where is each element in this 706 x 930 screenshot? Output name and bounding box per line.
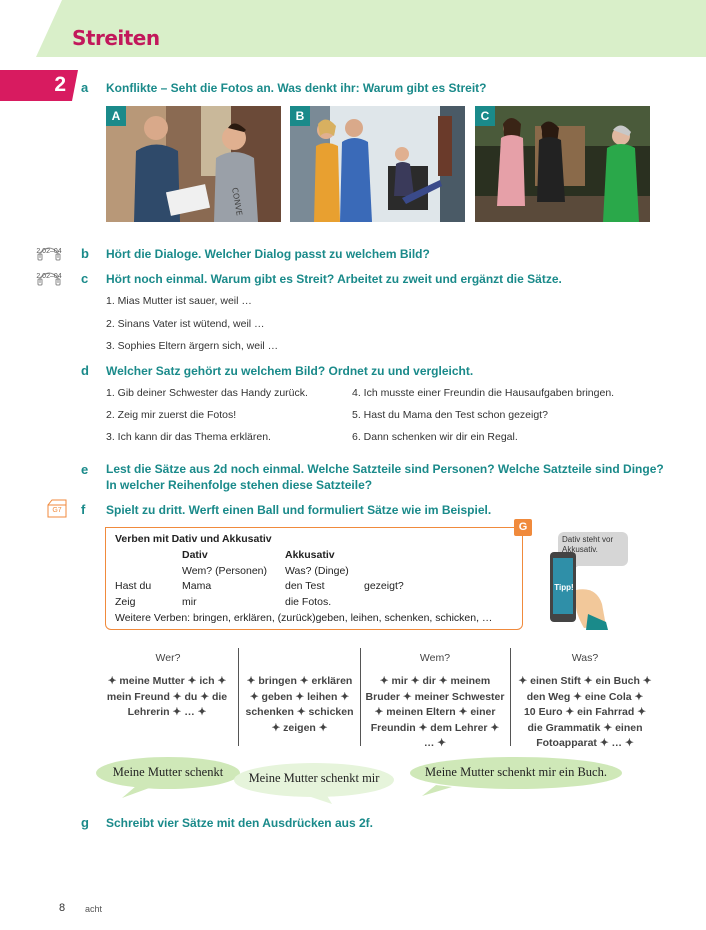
column-wer-text: ✦ meine Mutter ✦ ich ✦ mein Freund ✦ du ✦ die Lehrerin ✦ … ✦ (106, 675, 228, 718)
audio-headphones-icon[interactable] (32, 245, 66, 261)
section-b-instruction: Hört die Dialoge. Welcher Dialog passt zu welchem Bild? (106, 247, 430, 261)
column-divider (510, 648, 511, 746)
speech-bubble-3: Meine Mutter schenkt mir ein Buch. (425, 765, 607, 779)
section-d-instruction: Welcher Satz gehört zu welchem Bild? Ordnet zu und vergleicht. (106, 364, 474, 378)
page-title: Streiten (72, 26, 160, 50)
photo-a-label: A (106, 106, 126, 126)
section-g-letter: g (81, 815, 89, 830)
photo-c-label: C (475, 106, 495, 126)
list-item: 3. Sophies Eltern ärgern sich, weil … (106, 340, 279, 352)
section-a-instruction: Konflikte – Seht die Fotos an. Was denkt ihr: Warum gibt es Streit? (106, 81, 487, 95)
svg-text:CONVE: CONVE (230, 186, 244, 217)
grammar-row1-dativ: Mama (182, 580, 212, 592)
section-e-letter: e (81, 462, 89, 477)
audio-track-c: 2.02–04 (36, 273, 62, 280)
photo-b-label: B (290, 106, 310, 126)
list-item: 4. Ich musste einer Freundin die Hausaufgaben bringen. (352, 387, 615, 399)
column-divider (238, 648, 239, 746)
grammar-row2-dativ: mir (182, 596, 197, 608)
section-c-instruction: Hört noch einmal. Warum gibt es Streit? Arbeitet zu zweit und ergänzt die Sätze. (106, 272, 562, 286)
column-divider (360, 648, 361, 746)
grammar-title: Verben mit Dativ und Akkusativ (115, 533, 272, 545)
photo-a (106, 106, 281, 222)
tipp-illustration (540, 530, 640, 630)
column-verb-text: ✦ bringen ✦ erklären ✦ geben ✦ leihen ✦ schenken ✦ schicken ✦ zeigen ✦ (245, 675, 354, 734)
grammar-head-dativ: Dativ (182, 549, 208, 561)
section-b-letter: b (81, 246, 89, 261)
column-head-wem: Wem? (419, 652, 451, 664)
column-was-text: ✦ einen Stift ✦ ein Buch ✦ den Weg ✦ eine Cola ✦ 10 Euro ✦ ein Fahrrad ✦ die Grammatik ✦ einen Fotoapparat ✦ … ✦ (518, 675, 652, 749)
grammar-more-verbs: Weitere Verben: bringen, erklären, (zurück)geben, leihen, schenken, schicken, … (115, 612, 493, 624)
audio-track-b: 2.02–04 (36, 248, 62, 255)
section-f-letter: f (81, 502, 86, 517)
column-wem-text: ✦ mir ✦ dir ✦ meinem Bruder ✦ meiner Schwester ✦ meinen Eltern ✦ einer Freundin ✦ dem Lehrer ✦ … ✦ (365, 675, 505, 749)
grammar-tab: G (514, 519, 532, 536)
list-item: 5. Hast du Mama den Test schon gezeigt? (352, 409, 548, 421)
tipp-bubble-text: Dativ steht vor Akkusativ. (562, 535, 614, 554)
section-a-letter: a (81, 80, 89, 95)
tipp-label: Tipp! (554, 583, 574, 592)
section-f-instruction: Spielt zu dritt. Werft einen Ball und formuliert Sätze wie im Beispiel. (106, 503, 492, 517)
page-number-word: acht (85, 904, 103, 914)
section-e-instruction-line2: In welcher Reihenfolge stehen diese Satzteile? (106, 478, 373, 492)
grammar-q-akkusativ: Was? (Dinge) (285, 565, 349, 577)
exercise-number-badge: 2 (0, 70, 72, 101)
list-item: 3. Ich kann dir das Thema erklären. (106, 431, 271, 443)
list-item: 2. Zeig mir zuerst die Fotos! (106, 409, 237, 421)
grammar-reference-badge[interactable]: G7 (47, 499, 67, 519)
grammar-row1-akk: den Test (285, 580, 325, 592)
grammar-row1-end: gezeigt? (364, 580, 404, 592)
grammar-head-akkusativ: Akkusativ (285, 549, 335, 561)
speech-bubble-1: Meine Mutter schenkt (112, 765, 224, 779)
section-d-letter: d (81, 363, 89, 378)
section-c-letter: c (81, 271, 89, 286)
grammar-row1-verb: Hast du (115, 580, 152, 592)
column-head-wer: Wer? (155, 652, 181, 664)
list-item: 2. Sinans Vater ist wütend, weil … (106, 318, 265, 330)
speech-bubble-2: Meine Mutter schenkt mir (248, 771, 380, 785)
exercise-number-tab (72, 70, 78, 101)
audio-headphones-icon[interactable] (32, 270, 66, 286)
grammar-row2-verb: Zeig (115, 596, 136, 608)
list-item: 1. Mias Mutter ist sauer, weil … (106, 295, 252, 307)
list-item: 1. Gib deiner Schwester das Handy zurück. (106, 387, 308, 399)
photo-c (475, 106, 650, 222)
section-e-instruction-line1: Lest die Sätze aus 2d noch einmal. Welche Satzteile sind Personen? Welche Satzteile sind Dinge? (106, 462, 664, 476)
section-g-instruction: Schreibt vier Sätze mit den Ausdrücken aus 2f. (106, 816, 373, 830)
grammar-q-dativ: Wem? (Personen) (182, 565, 268, 577)
photo-b (290, 106, 465, 222)
list-item: 6. Dann schenken wir dir ein Regal. (352, 431, 518, 443)
page-number: 8 (59, 902, 66, 914)
grammar-row2-akk: die Fotos. (285, 596, 332, 608)
column-head-was: Was? (571, 652, 599, 664)
